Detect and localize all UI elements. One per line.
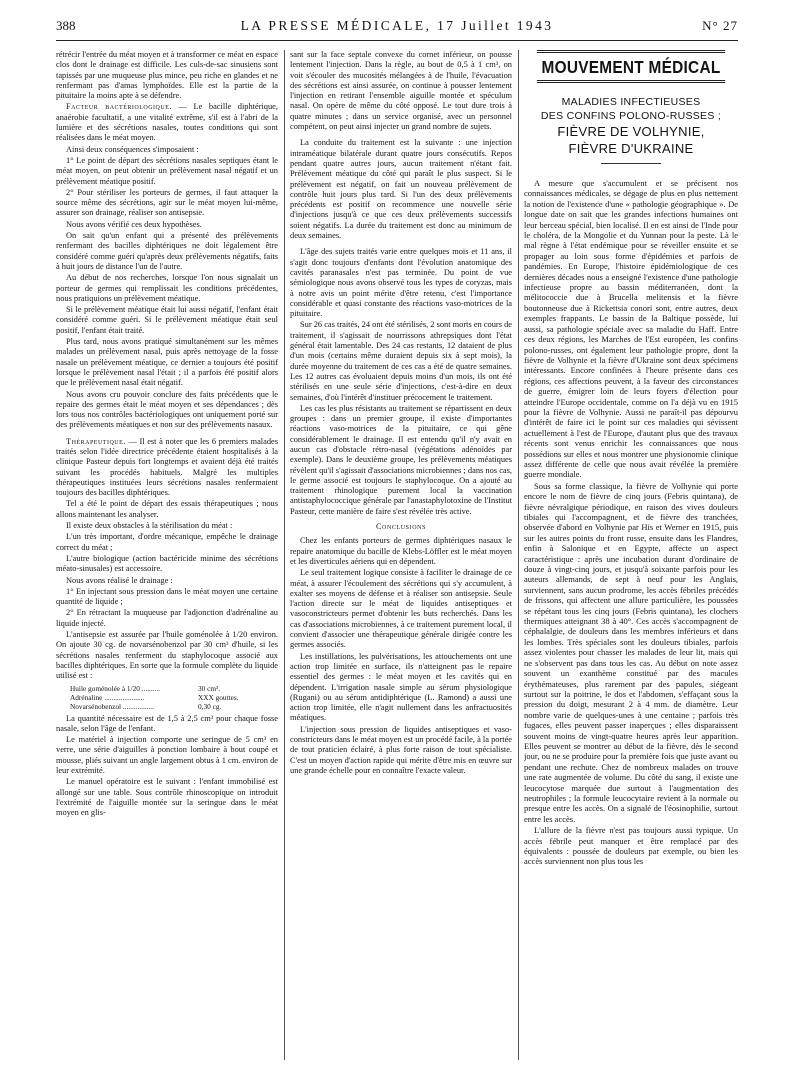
paragraph: 2° En rétractant la muqueuse par l'adjonction d'adrénaline au liquide injecté.	[56, 608, 278, 628]
formula-table	[70, 684, 278, 711]
page-header	[56, 18, 738, 42]
formula-row	[70, 684, 278, 693]
paragraph: Tel a été le point de départ des essais thérapeutiques ; nous allons maintenant les analyser.	[56, 499, 278, 519]
column-3	[524, 50, 738, 1072]
paragraph: La quantité nécessaire est de 1,5 à 2,5 cm³ pour chaque fosse nasale, selon l'âge de l'enfant.	[56, 713, 278, 733]
paragraph: L'un très important, d'ordre mécanique, empêche le drainage correct du méat ;	[56, 532, 278, 552]
column-1	[56, 50, 278, 1072]
formula-row	[70, 702, 278, 711]
formula-label: Adrénaline ......................	[70, 692, 145, 702]
paragraph: Le seul traitement logique consiste à faciliter le drainage de ce méat, à assurer l'écoulement des sécrétions qui s'y accumulent, à exalter ses moyens de défense et à réaliser son antisepsie. Seule l'action directe sur le méat de liquides antiseptiques et vasoconstricteurs permet d'obtenir les buts recherchés. Dans les cas d'associations microbiennes, à ce traitement purement local, il convient d'associer une thérapeutique générale dirigée contre les germes associés.	[290, 568, 512, 650]
issue-number: N° 27	[702, 18, 738, 33]
paragraph: L'injection sous pression de liquides antiseptiques et vaso-constricteurs dans le méat moyen est un procédé facile, à la portée de tout praticien éclairé, à plus forte raison de tout spécialiste. C'est un moyen d'action rapide qui mérite d'être mis en œuvre sur une grande échelle pour en connaître l'exacte valeur.	[290, 724, 512, 775]
article-heading: FIÈVRE DE VOLHYNIE,	[557, 124, 705, 139]
formula-label: Huile goménolée à 1/20 ..........	[70, 683, 160, 693]
formula-label: Novarsénobenzol .................	[70, 701, 154, 711]
heading-separator	[601, 163, 661, 164]
paragraph: L'antisepsie est assurée par l'huile goménolée à 1/20 environ. On ajoute 30 cg. de novarsénobenzol par 30 cm³ d'huile, si les sécrétions nasales renferment du staphylocoque associé aux bacilles diphtériques. En sorte que la formule complète du liquide utilisé est :	[56, 630, 278, 681]
paragraph: L'âge des sujets traités varie entre quelques mois et 11 ans, il s'agit donc toujours d'enfants dont l'évolution anatomique des cavités paranasales n'est pas terminée. Du point de vue sémiologique nous avons observé tous les types de coryzas, mais à notre avis un point mérite d'être retenu, c'est l'importance considérable et quasi constante des réactions vaso-motrices de la pituitaire.	[290, 247, 512, 319]
paragraph-text: — Le bacille diphtérique, anaérobie facultatif, a une vitalité extrême, s'il est à l'abri de la lumière et des sécrétions nasales, toutes conditions qui sont réalisées dans le méat moyen.	[56, 102, 278, 143]
paragraph: Nous avons réalisé le drainage :	[66, 575, 173, 585]
paragraph: La conduite du traitement est la suivante : une injection intraméatique bilatérale durant quatre jours consécutifs. Repos pendant quatre autres jours, aucun traitement n'étant fait. Prélèvement méatique du côté qui paraît le plus suspect. Si le prélèvement est négatif, on fait un nouveau prélèvement de contrôle huit jours plus tard. Si l'un des deux prélèvements précédents est positif on recommence une nouvelle série d'injections jusqu'à ce que ces deux prélèvements successifs soient négatifs. La durée du traitement est donc au minimum de deux semaines.	[290, 138, 512, 241]
paragraph: Ainsi deux conséquences s'imposaient :	[66, 144, 199, 154]
article-heading: FIÈVRE D'UKRAINE	[568, 141, 694, 156]
formula-value: 0,30 cg.	[198, 701, 222, 711]
article-kicker: MALADIES INFECTIEUSES	[561, 96, 701, 108]
paragraph-text: — Il est à noter que les 6 premiers malades traités selon l'idée directrice précédente étaient hospitalisés à la clinique Pasteur depuis fort longtemps et avaient déjà été traités suivant les procédés habituels. Malgré les multiples thérapeutiques instituées leurs sécrétions nasales renfermaient toujours des bacilles diphtériques.	[56, 436, 278, 498]
paragraph: L'autre biologique (action bactéricide minime des sécrétions méato-sinusales) est accessoire.	[56, 553, 278, 574]
paragraph: 1° En injectant sous pression dans le méat moyen une certaine quantité de liquide ;	[56, 586, 278, 607]
article-kicker: DES CONFINS POLONO-RUSSES ;	[540, 110, 722, 122]
paragraph: Il existe deux obstacles à la stérilisation du méat :	[66, 521, 233, 531]
paragraph: Le matériel à injection comporte une seringue de 5 cm³ en verre, une série d'aiguilles à ponction lombaire à bout coupé et mousse, pliés suivant un angle largement obtus à 1 cm. environ de leur extrémité.	[56, 735, 278, 775]
paragraph: Nous avons cru pouvoir conclure des faits précédents que le repaire des germes était le méat moyen et ses dépendances ; dès lors tous nos contrôles bactériologiques ont uniquement porté sur des prélèvements méatiques et non sur des prélèvements nasaux.	[56, 389, 278, 430]
formula-value: XXX gouttes.	[198, 692, 239, 702]
paragraph: Sur 26 cas traités, 24 ont été stérilisés, 2 sont morts en cours de traitement, il s'agissait de nourrissons athrepsiques dont l'état général était lamentable. Des 24 cas restants, 12 dataient de plus d'un mois (certains même duraient depuis six à sept mois), la durée moyenne du traitement de ces cas a été de quatre semaines. Les 12 autres cas évoluaient depuis moins d'un mois, ils ont été stérilisés en une seule série d'injections, c'est-à-dire en deux semaines, d'où l'intérêt d'instituer précocement le traitement.	[290, 320, 512, 402]
paragraph: A mesure que s'accumulent et se précisent nos connaissances médicales, se dégage de plus en plus nettement la notion de l'existence d'une « pathologie géographique ». De longue date on sait que les grandes infections humaines ont leur berceau spécial, bien localisé. Il en est ainsi de l'Inde pour le choléra, de la Mongolie et du Yunnan pour la peste. Là le mal règne à l'état endémique pour se réveiller ensuite et se propager au loin sous forme d'épidémies et parfois de pandémies. En Europe, l'histoire épidémiologique de ces dernières décades nous a enseigné l'existence d'une pathologie infectieuse propre au bassin méditerranéen, dont la mélitococcie due à Brucella melitensis et la fièvre boutonneuse due à Rickettsia conori sont, entre autres, deux exemples frappants. Le bassin de la Baltique possède, lui aussi, sa pathologie spéciale avec sa maladie du Haff. Entre ces deux régions, les Marches de l'Est européen, les confins polono-russes, ont également leur pathologie propre, dont la fièvre de Volhynie et la fièvre d'Ukraine sont deux spécimens intéressants. Encore confinées à l'heure présente dans ces régions, ces affections peuvent, à la faveur des circonstances de guerre, émigrer loin de leurs foyers d'élection pour atteindre l'Europe occidentale, comme on l'a déjà vu en 1915 pour la fièvre de Volhynie. Aussi ne paraît-il pas dépourvu d'intérêt de faire ici le point sur ces maladies qui sévissent actuellement à l'est de l'Europe, d'autant plus que des travaux récents sont venus enrichir les connaissances que nous possédions sur elles et nous montrer une physionomie clinique assez différente de celle que nous avait révélée la première guerre mondiale.	[524, 178, 738, 480]
paragraph: Le manuel opératoire est le suivant : l'enfant immobilisé est allongé sur une table. Sous contrôle rhinoscopique on introduit l'extrémité de l'aiguille montée sur la seringue dans le méat moyen en glis-	[56, 777, 278, 818]
page-number: 388	[56, 18, 76, 33]
paragraph: Nous avons vérifié ces deux hypothèses.	[66, 219, 202, 229]
paragraph: sant sur la face septale convexe du cornet inférieur, on pousse lentement l'injection. Dans la règle, au bout de 0,5 à 1 cm³, on voit s'écouler des mucosités mélangées à de l'huile, l'évacuation des sécrétions est ainsi assurée, on continue à pousser lentement l'injection en retirant l'ensemble aiguille montée et spéculum nasal. On opère de même du côté opposé. Le tout dure trois à quatre minutes ; dans un service organisé, avec un personnel compétent, on peut ainsi injecter un grand nombre de sujets.	[290, 50, 512, 132]
section-title: MOUVEMENT MÉDICAL	[537, 50, 725, 83]
paragraph: Si le prélèvement méatique était lui aussi négatif, l'enfant était considéré comme guéri. Si le prélèvement méatique était seul positif, l'enfant était traité.	[56, 305, 278, 335]
paragraph: rétrécir l'entrée du méat moyen et à transformer ce méat en espace clos dont le drainage est difficile. Les culs-de-sac sinusiens sont tapissés par une muqueuse plus mince, peu riche en glandes et ne renfermant pas d'amas lymphoïdes. Elle est la partie de la pituitaire la moins apte à se défendre.	[56, 50, 278, 101]
paragraph: 1° Le point de départ des sécrétions nasales septiques étant le méat moyen, on peut obtenir un prélèvement nasal négatif et un prélèvement méatique positif.	[56, 155, 278, 186]
section-heading-conclusions: Conclusions	[375, 522, 427, 532]
column-divider	[518, 50, 519, 1060]
lead-in: Thérapeutique.	[66, 436, 126, 446]
lead-in: Facteur bactériologique.	[66, 102, 172, 112]
formula-value: 30 cm³.	[198, 683, 221, 693]
paragraph: Plus tard, nous avons pratiqué simultanément sur les mêmes malades un prélèvement nasal, puis après nettoyage de la fosse nasale un prélèvement méatique, ce dernier a toujours été positif lorsque le prélèvement nasal l'était ; il a parfois été positif alors que le prélèvement nasal était négatif.	[56, 337, 278, 388]
paragraph: Au début de nos recherches, lorsque l'on nous signalait un porteur de germes qui remplissait les conditions précédentes, nous pratiquions un prélèvement méatique.	[56, 273, 278, 303]
paragraph: Les cas les plus résistants au traitement se répartissent en deux groupes : dans un premier groupe, il existe d'importantes réactions vaso-motrices de la pituitaire, ce qui gêne considérablement le drainage. Il est entendu qu'il n'y avait en aucun cas d'obstacle rétro-nasal (végétations adénoïdes par exemple). Dans le deuxième groupe, les prélèvements méatiques révèlent qu'il s'agissait d'associations microbiennes ; dans nos cas, le germe associé est toujours le staphylocoque. On a ajouté au traitement rhinologique purement local la vaccination antistaphylococcique générale par l'anastaphylotoxine de l'Institut Pasteur, cette manière de faire s'est révélée très active.	[290, 403, 512, 516]
paragraph: 2° Pour stériliser les porteurs de germes, il faut attaquer la source même des sécrétions, agir sur le méat moyen lui-même, assurer son drainage, réaliser son antisepsie.	[56, 187, 278, 218]
paragraph	[56, 437, 278, 499]
journal-title: LA PRESSE MÉDICALE, 17 Juillet 1943	[240, 18, 554, 33]
paragraph: On sait qu'un enfant qui a présenté des prélèvements renfermant des bacilles diphtériques ne doit légalement être considéré comme guéri qu'après deux prélèvements négatifs, faits à huit jours de distance l'un de l'autre.	[56, 231, 278, 271]
formula-row	[70, 693, 278, 702]
paragraph: Chez les enfants porteurs de germes diphtériques nasaux le repaire anatomique du bacille de Klebs-Löffler est le méat moyen et les diverticules aériens qui en dépendent.	[290, 536, 512, 566]
paragraph	[56, 102, 278, 143]
paragraph: Les instillations, les pulvérisations, les attouchements ont une action trop limitée en surface, ils n'atteignent pas le repaire essentiel des germes : le méat moyen et les cavités qui en dépendent. L'irrigation nasale simple au sérum physiologique (Rugani) ou au sérum antidiphtérique (L. Ramond) a aussi une action trop limitée, elle n'agit nullement dans les anfractuosités méatiques.	[290, 651, 512, 723]
header-rule	[56, 40, 738, 41]
paragraph: L'allure de la fièvre n'est pas toujours aussi typique. Un accès fébrile peut manquer et être remplacé par des équivalents : poussée de douleurs par exemple, ou bien les accès surviennent non plus tous les	[524, 825, 738, 867]
paragraph: Sous sa forme classique, la fièvre de Volhynie qui porte encore le nom de fièvre de cinq jours (Febris quintana), de fièvre névralgique périodique, en raison des vives douleurs tibiales qui l'accompagnent, et de fièvre des tranchées, observée d'abord en Volhynie par His et Werner en 1915, puis sur les autres points du front russe, ensuite dans les Flandres, enfin à Salonique et en Egypte, affecte un aspect caractéristique : après une incubation durant d'ordinaire de douze à vingt-cinq jours, et jusqu'à soixante parfois pour les auteurs allemands, de sept à neuf pour les Anglais, surviennent, sans aucun prodrome, les accès fébriles précédés de frissons, qui affectent une allure particulière, les poussées se répétant tous les cinq jours (Febris quintana), les clochers thermiques atteignant 38 à 40°. Ces accès s'accompagnent de céphalalgie, de douleurs dans les membres inférieurs et dans les lombes. Très spéciales sont les douleurs tibiales, parfois assez violentes pour chasser les malades de leur lit, mais qui ne s'observent pas dans tous les cas. Au début on note assez souvent un exanthème constitué par des macules érythémateuses, plus rarement par des papules, siégeant surtout sur la poitrine, le dos et l'abdomen, s'effaçant sous la pression du doigt, mesurant 2 à 4 mm. de diamètre. Leur nombre varie de quelques-unes à une centaine ; parfois très fugaces, elles peuvent passer inaperçues ; elles disparaissent souvent moins de vingt-quatre heures après leur apparition. Elles peuvent se montrer au début de la fièvre, dès le second jour, ou ne se produire pour la première fois que juste avant ou pendant une rechute. Chez de nombreux malades on trouve une rate augmentée de volume. Du côté du sang, il existe une leucocytose marquée due surtout à l'augmentation des neutrophiles ; la formule leucocytaire revient à la normale ou presque entre les accès. On a signalé de l'éosinophilie, surtout entre les accès.	[524, 480, 738, 824]
column-2	[290, 50, 512, 1072]
column-divider	[284, 50, 285, 1060]
